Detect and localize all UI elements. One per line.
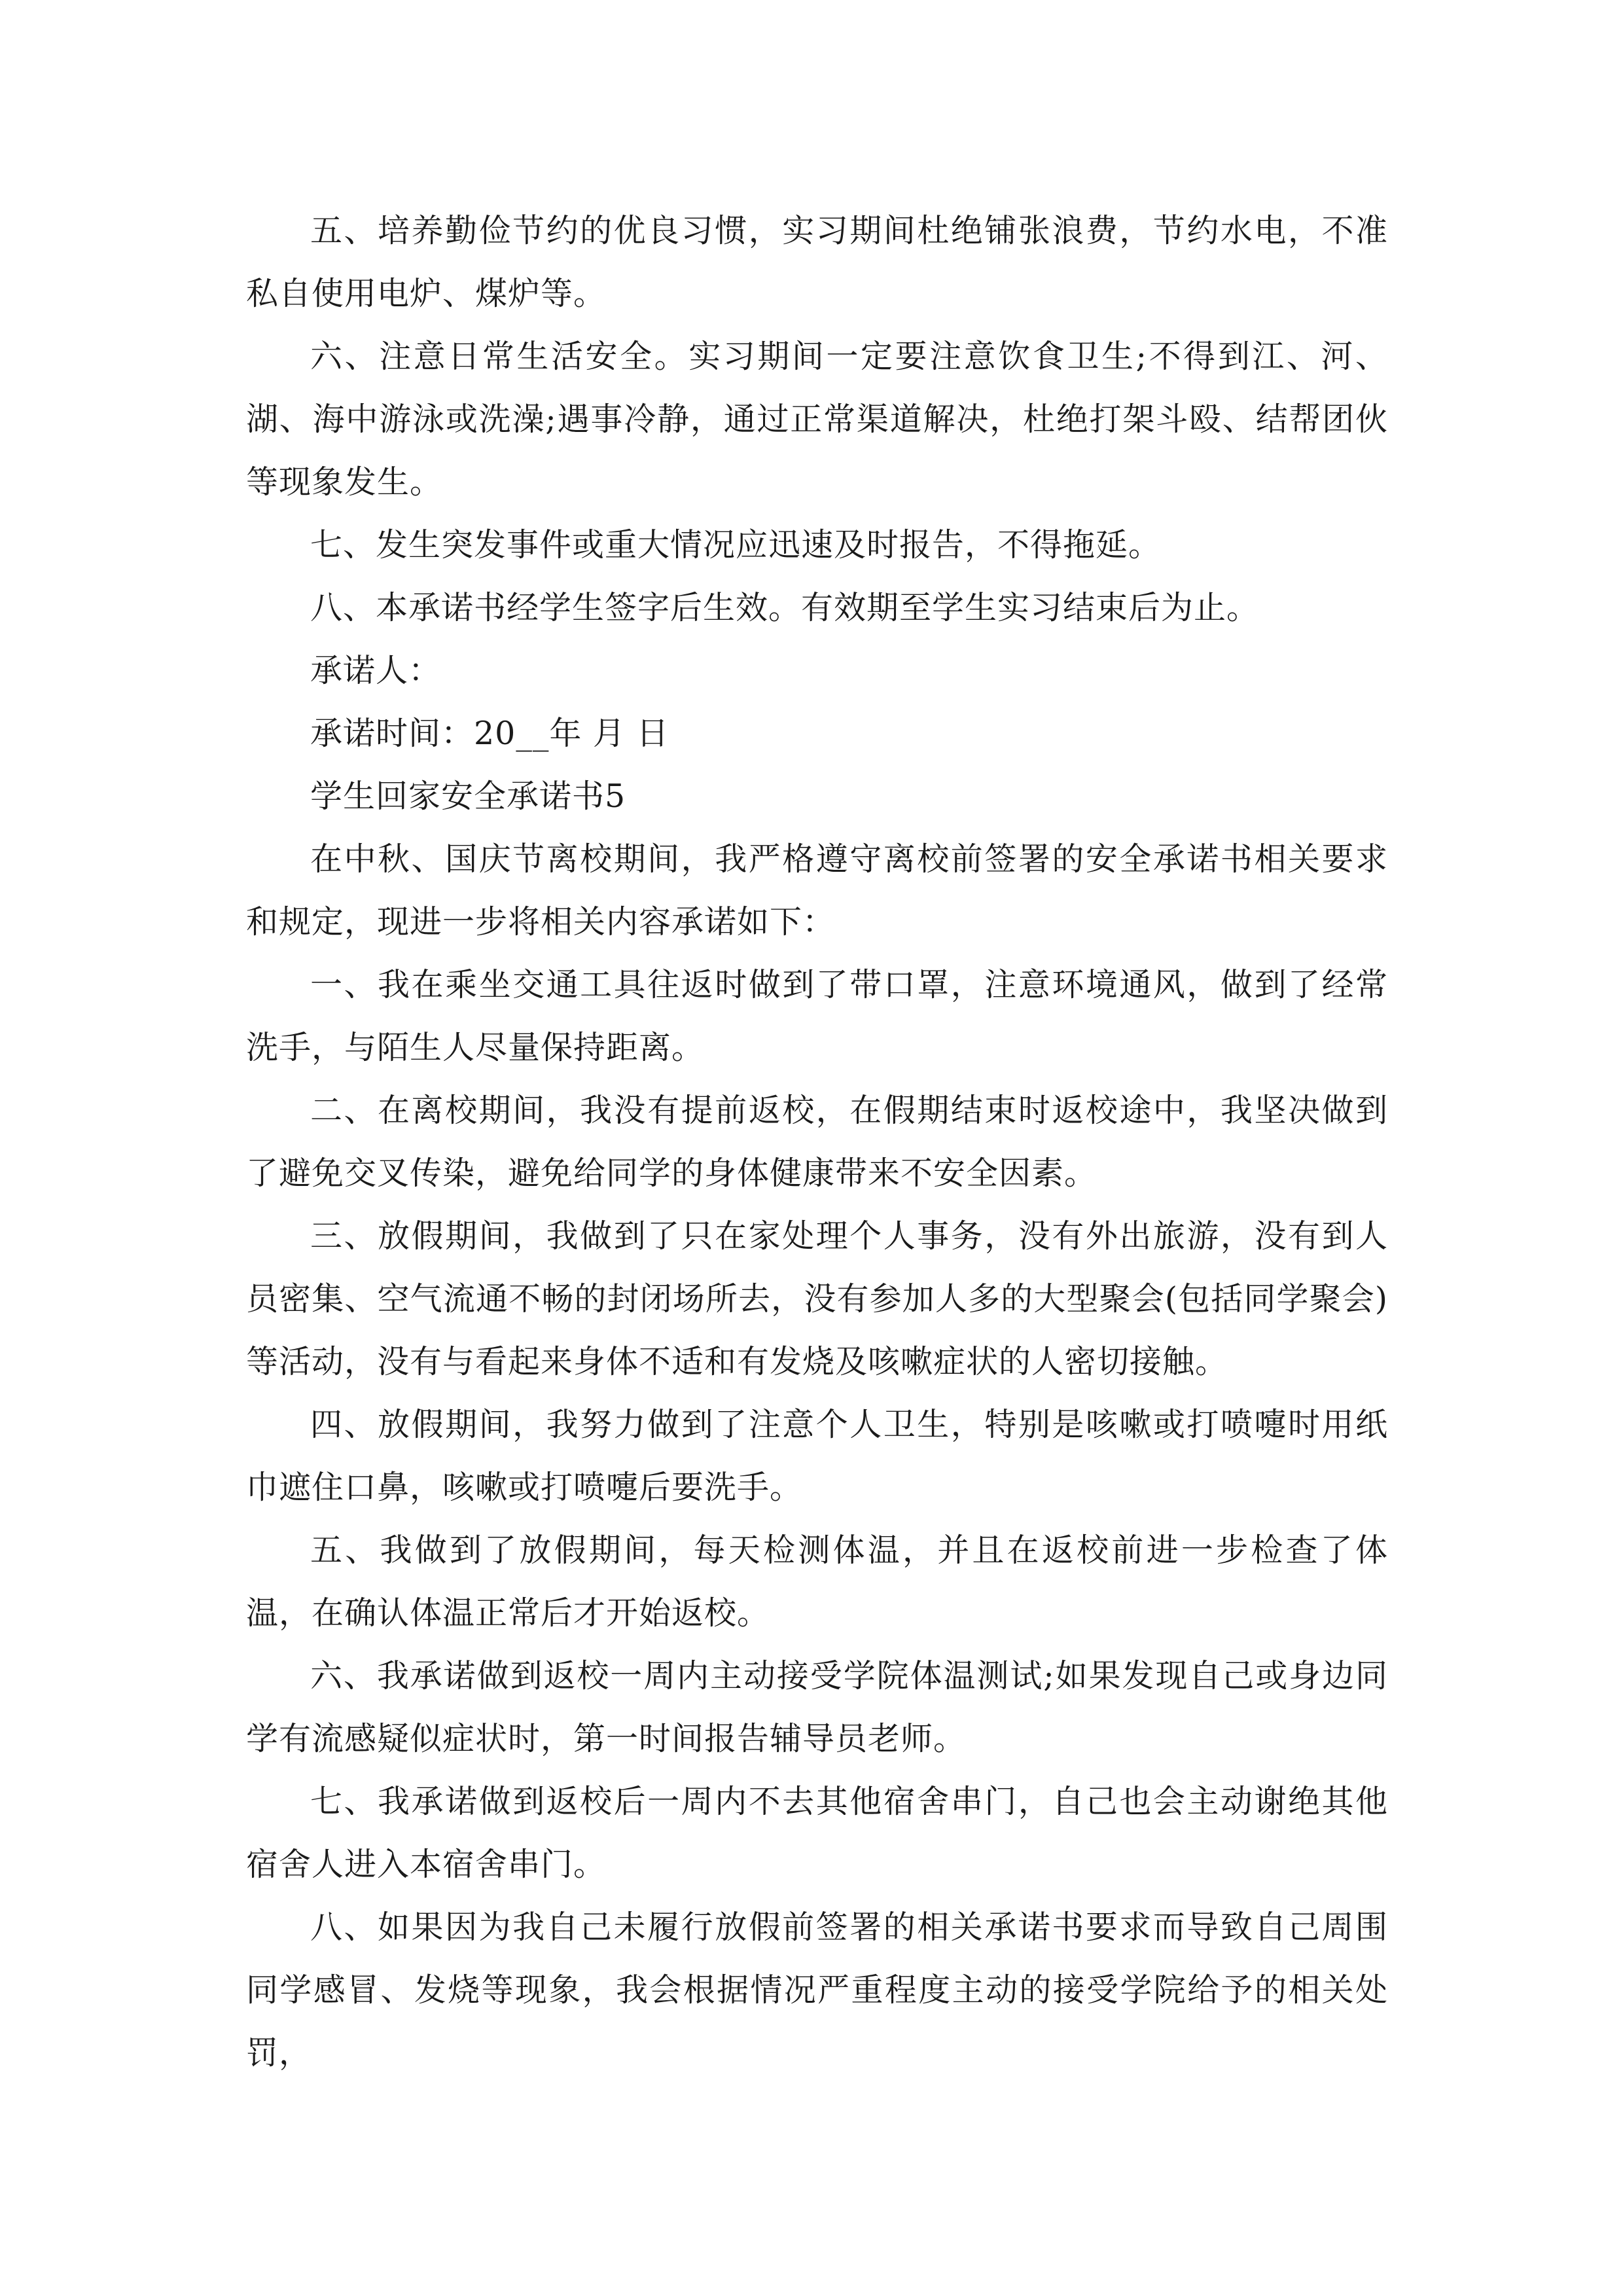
paragraph: 八、如果因为我自己未履行放假前签署的相关承诺书要求而导致自己周围同学感冒、发烧等现象，我会根据情况严重程度主动的接受学院给予的相关处罚， <box>246 1909 1388 2072</box>
paragraph: 在中秋、国庆节离校期间，我严格遵守离校前签署的安全承诺书相关要求和规定，现进一步将相关内容承诺如下： <box>246 840 1388 941</box>
paragraph: 四、放假期间，我努力做到了注意个人卫生，特别是咳嗽或打喷嚏时用纸巾遮住口鼻，咳嗽或打喷嚏后要洗手。 <box>246 1406 1388 1506</box>
paragraph: 二、在离校期间，我没有提前返校，在假期结束时返校途中，我坚决做到了避免交叉传染，避免给同学的身体健康带来不安全因素。 <box>246 1092 1388 1192</box>
paragraph: 六、我承诺做到返校一周内主动接受学院体温测试;如果发现自己或身边同学有流感疑似症状时，第一时间报告辅导员老师。 <box>246 1657 1388 1757</box>
paragraph: 六、注意日常生活安全。实习期间一定要注意饮食卫生;不得到江、河、湖、海中游泳或洗澡;遇事冷静，通过正常渠道解决，杜绝打架斗殴、结帮团伙等现象发生。 <box>246 338 1388 501</box>
paragraph: 七、我承诺做到返校后一周内不去其他宿舍串门，自己也会主动谢绝其他宿舍人进入本宿舍串门。 <box>246 1783 1388 1883</box>
paragraph: 三、放假期间，我做到了只在家处理个人事务，没有外出旅游，没有到人员密集、空气流通不畅的封闭场所去，没有参加人多的大型聚会(包括同学聚会)等活动，没有与看起来身体不适和有发烧及咳嗽症状的人密切接触。 <box>246 1217 1389 1380</box>
paragraph: 七、发生突发事件或重大情况应迅速及时报告，不得拖延。 <box>310 526 1162 564</box>
paragraph: 五、培养勤俭节约的优良习惯，实习期间杜绝铺张浪费，节约水电，不准私自使用电炉、煤炉等。 <box>246 212 1388 312</box>
section-title: 学生回家安全承诺书5 <box>310 778 626 815</box>
date-line: 承诺时间：20__年 月 日 <box>310 715 669 752</box>
document-body <box>246 200 1388 2085</box>
paragraph: 一、我在乘坐交通工具往返时做到了带口罩，注意环境通风，做到了经常洗手，与陌生人尽量保持距离。 <box>246 966 1388 1066</box>
paragraph: 八、本承诺书经学生签字后生效。有效期至学生实习结束后为止。 <box>310 589 1260 626</box>
signer-line: 承诺人： <box>310 652 442 689</box>
paragraph: 五、我做到了放假期间，每天检测体温，并且在返校前进一步检查了体温，在确认体温正常后才开始返校。 <box>246 1532 1388 1632</box>
